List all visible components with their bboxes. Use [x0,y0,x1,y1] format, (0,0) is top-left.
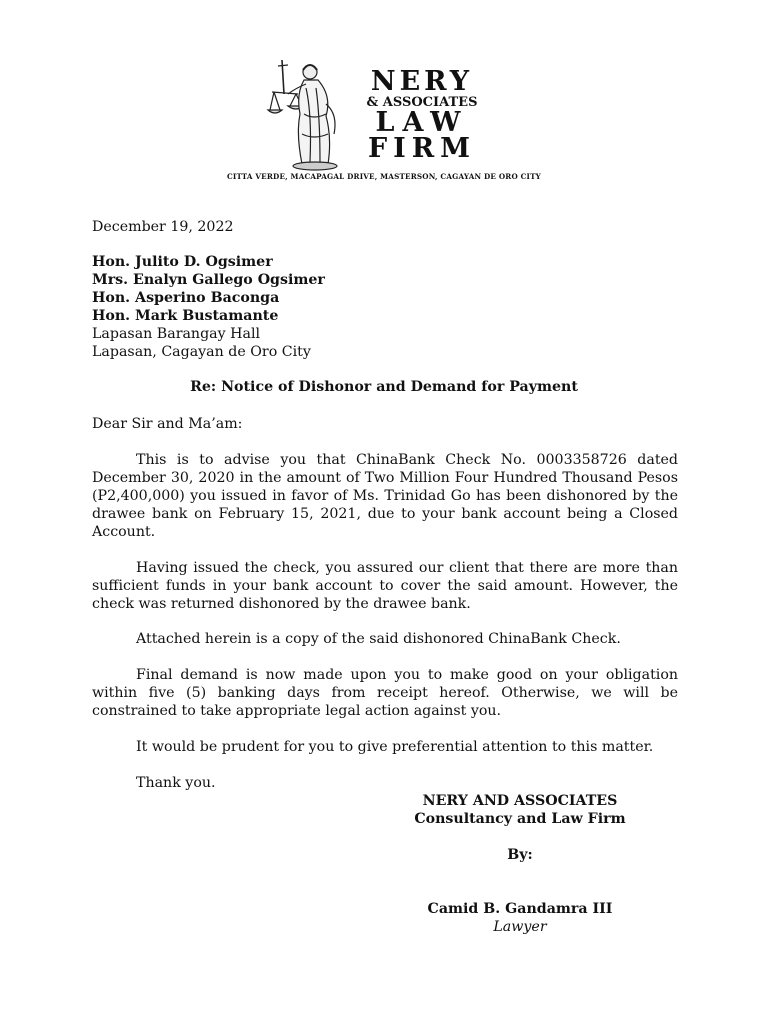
signatory-title: Lawyer [493,919,547,935]
firm-name-firm: FIRM [367,133,477,164]
recipient-name: Hon. Julito D. Ogsimer [92,254,273,270]
recipient-name: Hon. Asperino Baconga [92,290,280,306]
recipient-name: Mrs. Enalyn Gallego Ogsimer [92,272,325,288]
signatory-name: Camid B. Gandamra III [427,901,613,917]
recipient-address-line: Lapasan Barangay Hall [92,326,261,342]
body-paragraph: Final demand is now made upon you to make good on your obligation within five (5) banking days from receipt hereof. Otherwise, we will be constrained to take appropriate legal action against you. [92,667,678,719]
recipient-address-line: Lapasan, Cagayan de Oro City [92,344,311,360]
signature-firm-name: NERY AND ASSOCIATES [422,793,618,809]
letterhead-address: CITTA VERDE, MACAPAGAL DRIVE, MASTERSON, CAGAYAN DE ORO CITY [227,172,541,181]
firm-name-law: LAW [375,107,469,138]
firm-logo-text [352,68,492,162]
salutation: Dear Sir and Ma’am: [92,416,243,432]
body-paragraph: It would be prudent for you to give preferential attention to this matter. [136,739,654,755]
signature-firm-subtitle: Consultancy and Law Firm [414,811,626,827]
signature-by: By: [507,847,533,863]
subject-line: Re: Notice of Dishonor and Demand for Payment [190,379,578,395]
body-paragraph: This is to advise you that ChinaBank Check No. 0003358726 dated December 30, 2020 in the amount of Two Million Four Hundred Thousand Pesos (P2,400,000) you issued in favor of Ms. Trinidad Go has been dishonored by the drawee bank on February 15, 2021, due to your bank account being a Closed Account. [92,452,678,540]
firm-name-nery: NERY [370,66,474,97]
recipients-block [92,253,678,361]
closing-line: Thank you. [136,775,216,791]
lady-justice-icon [266,54,348,172]
firm-name-associates: & ASSOCIATES [366,95,478,110]
letterhead [0,50,768,190]
letter-date: December 19, 2022 [92,219,234,235]
recipient-name: Hon. Mark Bustamante [92,308,279,324]
body-paragraph: Attached herein is a copy of the said dishonored ChinaBank Check. [136,631,621,647]
body-paragraph: Having issued the check, you assured our client that there are more than sufficient funds in your bank account to cover the said amount. However, the check was returned dishonored by the drawee bank. [92,560,678,612]
